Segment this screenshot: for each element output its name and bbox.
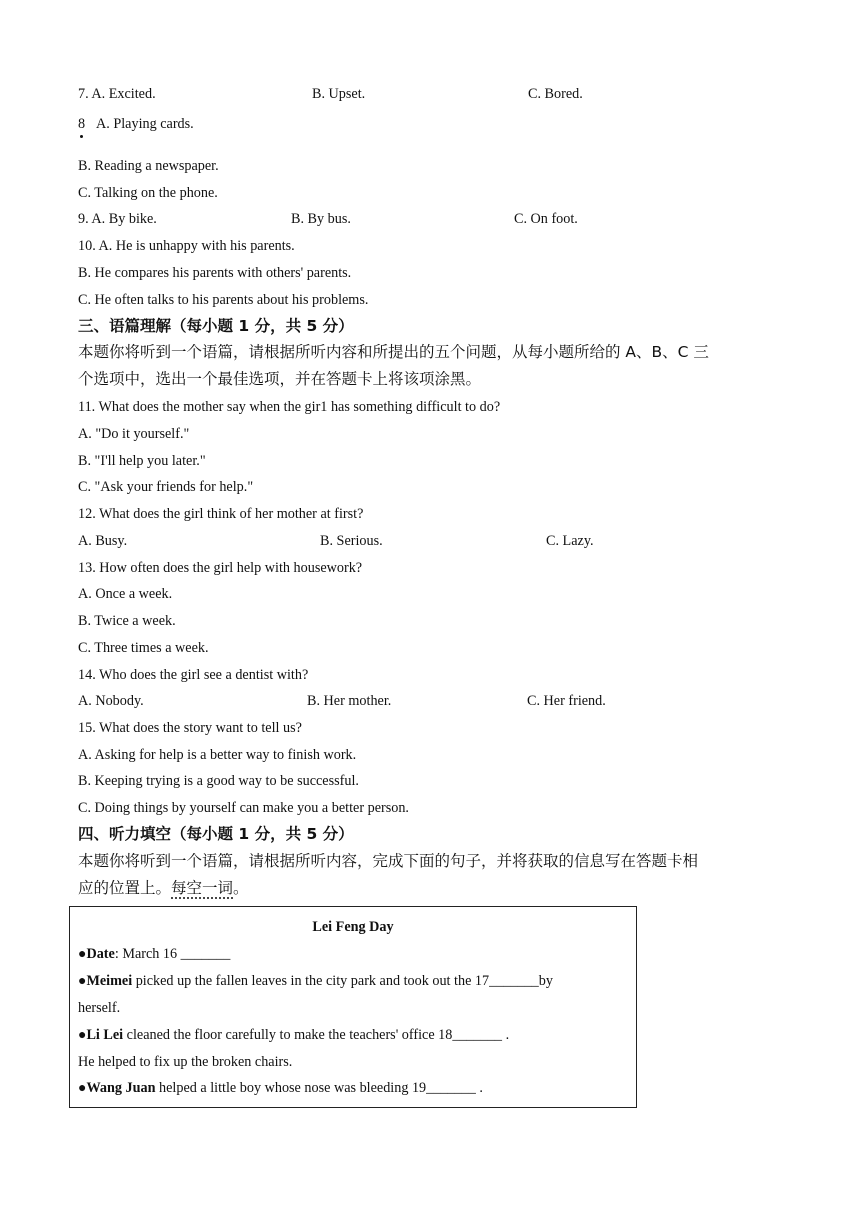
bullet-icon: ● (78, 974, 87, 989)
q13-option-a: A. Once a week. (78, 586, 173, 602)
bullet-icon: ● (78, 1028, 87, 1043)
section3-instruction-line1: 本题你将听到一个语篇，请根据所听内容和所提出的五个问题，从每小题所给的 A、B、C 三 (78, 343, 709, 361)
q10-option-a: 10. A. He is unhappy with his parents. (78, 238, 295, 254)
q15-option-a: A. Asking for help is a better way to finish work. (78, 747, 357, 763)
q9-option-b: B. By bus. (291, 211, 351, 227)
q14-option-c: C. Her friend. (527, 693, 606, 709)
box-title: Lei Feng Day (312, 919, 394, 935)
q7-option-b: B. Upset. (312, 86, 366, 102)
box-line-meimei: ●Meimei picked up the fallen leaves in the city park and took out the 17_______by (78, 973, 553, 989)
box-line-meimei-cont: herself. (78, 1000, 121, 1016)
q12-option-c: C. Lazy. (546, 533, 594, 549)
bullet-icon: ● (78, 1081, 87, 1096)
q11-option-b: B. "I'll help you later." (78, 453, 206, 469)
q12-option-a: A. Busy. (78, 533, 128, 549)
emphasis-each-blank-one-word: 每空一词 (171, 879, 234, 897)
q13-option-b: B. Twice a week. (78, 613, 176, 629)
lei-feng-day-box (69, 906, 637, 1108)
q14-option-a: A. Nobody. (78, 693, 144, 709)
q9-option-c: C. On foot. (514, 211, 578, 227)
q13-option-c: C. Three times a week. (78, 640, 209, 656)
q10-option-c: C. He often talks to his parents about his problems. (78, 292, 369, 308)
q14-question: 14. Who does the girl see a dentist with? (78, 667, 309, 683)
q8-option-c: C. Talking on the phone. (78, 185, 218, 201)
q12-option-b: B. Serious. (320, 533, 383, 549)
q12-question: 12. What does the girl think of her mother at first? (78, 506, 364, 522)
q11-option-a: A. "Do it yourself." (78, 426, 190, 442)
q13-question: 13. How often does the girl help with housework? (78, 560, 363, 576)
q7-option-a: 7. A. Excited. (78, 86, 156, 102)
q8-option-a: A. Playing cards. (96, 116, 194, 132)
q15-option-c: C. Doing things by yourself can make you a better person. (78, 800, 409, 816)
section3-heading: 三、语篇理解（每小题 1 分，共 5 分） (78, 317, 354, 335)
section4-heading: 四、听力填空（每小题 1 分，共 5 分） (78, 825, 354, 843)
section4-instruction-line1: 本题你将听到一个语篇，请根据所听内容，完成下面的句子，并将获取的信息写在答题卡相 (78, 852, 699, 870)
q15-option-b: B. Keeping trying is a good way to be successful. (78, 773, 359, 789)
q11-question: 11. What does the mother say when the gir1 has something difficult to do? (78, 399, 501, 415)
section4-instruction-line2: 应的位置上。每空一词。 (78, 879, 249, 897)
box-line-lilei-cont: He helped to fix up the broken chairs. (78, 1054, 293, 1070)
q10-option-b: B. He compares his parents with others' parents. (78, 265, 352, 281)
box-line-lilei: ●Li Lei cleaned the floor carefully to make the teachers' office 18_______ . (78, 1027, 510, 1043)
q15-question: 15. What does the story want to tell us? (78, 720, 302, 736)
q11-option-c: C. "Ask your friends for help." (78, 479, 254, 495)
section3-instruction-line2: 个选项中，选出一个最佳选项，并在答题卡上将该项涂黑。 (78, 370, 482, 388)
bullet-icon: ● (78, 947, 87, 962)
q14-option-b: B. Her mother. (307, 693, 392, 709)
box-line-date: ●Date: March 16 _______ (78, 946, 231, 962)
q7-option-c: C. Bored. (528, 86, 583, 102)
box-line-wangjuan: ●Wang Juan helped a little boy whose nose was bleeding 19_______ . (78, 1080, 483, 1096)
q8-number: 8 (78, 116, 86, 132)
q8-option-b: B. Reading a newspaper. (78, 158, 219, 174)
q9-option-a: 9. A. By bike. (78, 211, 157, 227)
